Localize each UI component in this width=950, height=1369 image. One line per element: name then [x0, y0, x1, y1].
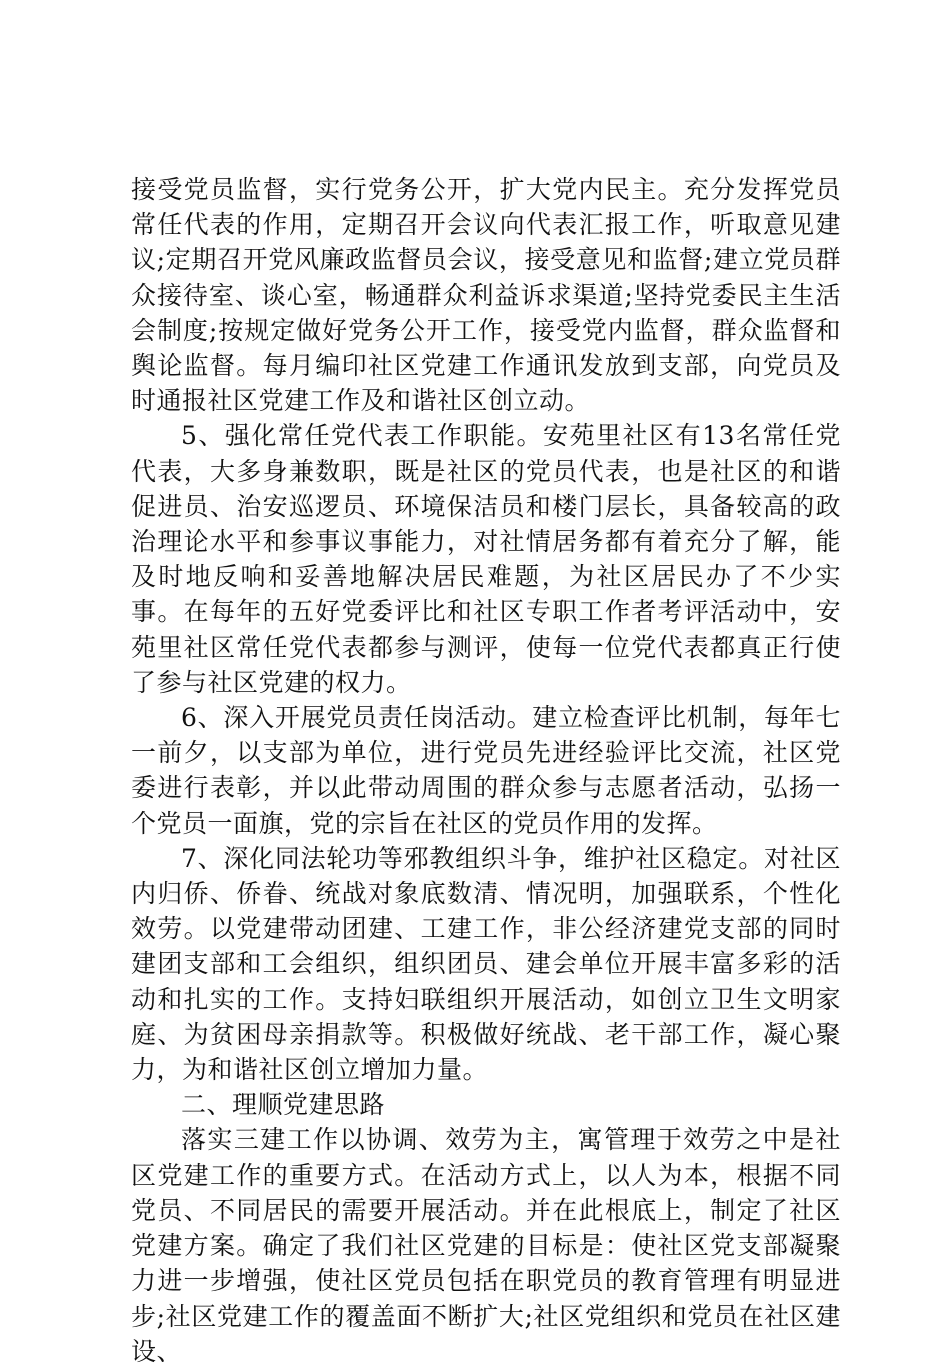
paragraph-item-6: 6、深入开展党员责任岗活动。建立检查评比机制，每年七一前夕，以支部为单位，进行党员先进经验评比交流，社区党委进行表彰，并以此带动周围的群众参与志愿者活动，弘扬一个党员一面旗，党的宗旨在社区的党员作用的发挥。: [131, 703, 841, 838]
paragraph-item-5: 5、强化常任党代表工作职能。安苑里社区有13名常任党代表，大多身兼数职，既是社区的党员代表，也是社区的和谐促进员、治安巡逻员、环境保洁员和楼门层长，具备较高的政治理论水平和参事议事能力，对社情居务都有着充分了解，能及时地反响和妥善地解决居民难题，为社区居民办了不少实事。在每年的五好党委评比和社区专职工作者考评活动中，安苑里社区常任党代表都参与测评，使每一位党代表都真正行使了参与社区党建的权力。: [131, 421, 841, 697]
section-heading: 二、理顺党建思路: [181, 1090, 386, 1120]
document-body: [131, 172, 841, 1369]
paragraph-party-supervision: 接受党员监督，实行党务公开，扩大党内民主。充分发挥党员常任代表的作用，定期召开会议向代表汇报工作，听取意见建议;定期召开党风廉政监督员会议，接受意见和监督;建立党员群众接待室、谈心室，畅通群众利益诉求渠道;坚持党委民主生活会制度;按规定做好党务公开工作，接受党内监督，群众监督和舆论监督。每月编印社区党建工作通讯发放到支部，向党员及时通报社区党建工作及和谐社区创立动。: [131, 175, 841, 416]
paragraph-party-building-approach: 落实三建工作以协调、效劳为主，寓管理于效劳之中是社区党建工作的重要方式。在活动方式上，以人为本，根据不同党员、不同居民的需要开展活动。并在此根底上，制定了社区党建方案。确定了我们社区党建的目标是：使社区党支部凝聚力进一步增强，使社区党员包括在职党员的教育管理有明显进步;社区党建工作的覆盖面不断扩大;社区党组织和党员在社区建设、: [131, 1125, 841, 1366]
paragraph-item-7: 7、深化同法轮功等邪教组织斗争，维护社区稳定。对社区内归侨、侨眷、统战对象底数清、情况明，加强联系，个性化效劳。以党建带动团建、工建工作，非公经济建党支部的同时建团支部和工会组织，组织团员、建会单位开展丰富多彩的活动和扎实的工作。支持妇联组织开展活动，如创立卫生文明家庭、为贫困母亲捐款等。积极做好统战、老干部工作，凝心聚力，为和谐社区创立增加力量。: [131, 843, 841, 1085]
